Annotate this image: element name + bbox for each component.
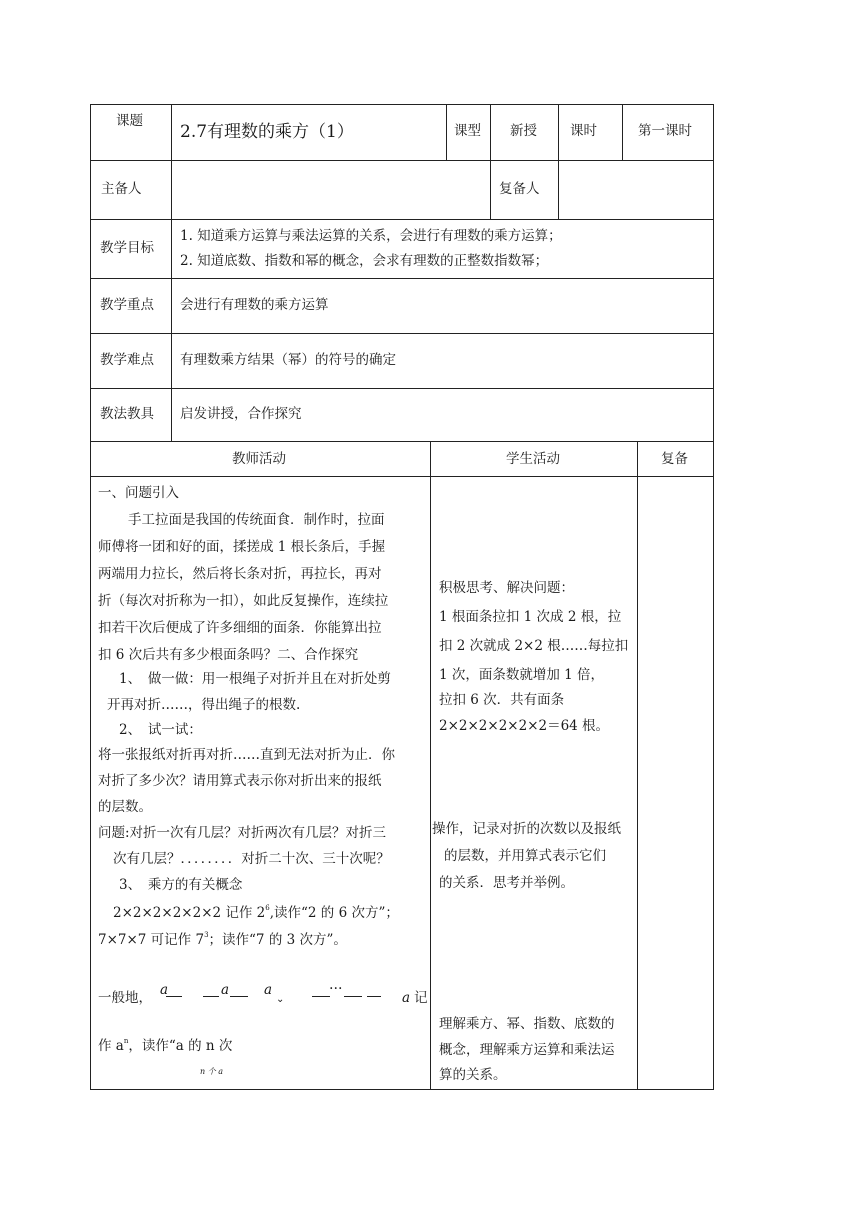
student-line: 拉扣 6 次．共有面条 — [439, 692, 565, 708]
goal-item: 2. 知道底数、指数和幂的概念，会求有理数的正整数指数幂； — [180, 253, 549, 269]
table-border — [430, 441, 431, 1090]
table-border — [558, 104, 559, 219]
goals-label: 教学目标 — [100, 240, 154, 256]
underbrace — [344, 990, 362, 997]
paragraph-line: 将一张报纸对折再对折……直到无法对折为止．你 — [98, 747, 395, 763]
section-heading: 一、问题引入 — [98, 485, 179, 501]
table-border — [490, 160, 491, 219]
method-label: 教法教具 — [100, 406, 154, 422]
table-border — [90, 219, 714, 220]
base-symbol: a — [264, 982, 273, 998]
student-line: 理解乘方、幂、指数、底数的 — [439, 1016, 615, 1032]
definition-line: 作 $a^n$，读作“a 的 n 次 — [98, 1037, 233, 1054]
paragraph-line: 问题:对折一次有几层？对折两次有几层？对折三 — [98, 825, 387, 841]
table-border — [90, 160, 714, 161]
paragraph-line: 对折了多少次？请用算式表示你对折出来的报纸 — [98, 773, 382, 789]
review-cell — [638, 477, 713, 1089]
table-border — [90, 1089, 714, 1090]
review-header: 复备 — [661, 451, 688, 467]
difficulty-label: 教学难点 — [100, 352, 154, 368]
underbrace — [203, 990, 219, 997]
student-line: 操作，记录对折的次数以及报纸 — [432, 821, 621, 837]
student-line: 1 次，面条数就增加 1 倍， — [439, 667, 605, 683]
paragraph-line: 手工拉面是我国的传统面食．制作时，拉面 — [128, 512, 385, 528]
underbrace — [312, 990, 330, 997]
paragraph-line: 次有几层？．．．．．．．．对折二十次、三十次呢？ — [113, 851, 390, 867]
period-value: 第一课时 — [638, 123, 692, 139]
table-border — [446, 104, 447, 160]
table-border — [90, 476, 714, 477]
ellipsis-symbol: … — [329, 977, 343, 993]
paragraph-line: 2、 试一试： — [119, 722, 202, 738]
power-example-line: 2×2×2×2×2×2 记作 $2^6$,读作“2 的 6 次方”； — [113, 904, 399, 921]
paragraph-line: 的层数。 — [98, 799, 152, 815]
paragraph-line: 3、 乘方的有关概念 — [119, 877, 243, 893]
paragraph-line: 师傅将一团和好的面，揉搓成 1 根长条后，手握 — [98, 539, 386, 555]
base-symbol: a — [402, 990, 411, 1006]
student-line: 2×2×2×2×2×2＝64 根。 — [439, 718, 610, 734]
paragraph-line: 两端用力拉长，然后将长条对折，再拉长，再对 — [98, 566, 382, 582]
method-value: 启发讲授，合作探究 — [180, 406, 302, 422]
co-preparer-label: 复备人 — [499, 181, 540, 197]
student-activity-header: 学生活动 — [506, 451, 560, 467]
definition-line: 一般地， — [98, 990, 152, 1006]
period-label: 课时 — [570, 123, 597, 139]
key-point-value: 会进行有理数的乘方运算 — [180, 297, 329, 313]
table-border — [90, 388, 714, 389]
power-example-line: 7×7×7 可记作 $7^3$；读作“7 的 3 次方”。 — [98, 931, 347, 948]
table-border — [90, 104, 91, 1090]
student-line: 1 根面条拉扣 1 次成 2 根，拉 — [439, 609, 622, 625]
table-border — [90, 333, 714, 334]
definition-line: 记 — [414, 990, 428, 1006]
preparer-label: 主备人 — [101, 181, 142, 197]
goal-item: 1. 知道乘方运算与乘法运算的关系，会进行有理数的乘方运算； — [180, 228, 562, 244]
table-border — [90, 104, 714, 105]
table-border — [622, 104, 623, 160]
paragraph-line: 1、 做一做：用一根绳子对折并且在对折处剪 — [119, 671, 391, 687]
student-line: 的关系．思考并举例。 — [439, 875, 574, 891]
teacher-activity-header: 教师活动 — [232, 451, 286, 467]
student-line: 概念，理解乘方运算和乘法运 — [439, 1042, 615, 1058]
lesson-title: 2.7有理数的乘方（1） — [180, 122, 354, 142]
underbrace-tip: ⌄ — [276, 994, 285, 1005]
student-line: 积极思考、解决问题： — [439, 580, 574, 596]
base-symbol: a — [160, 982, 169, 998]
subject-label: 课题 — [116, 113, 143, 129]
paragraph-line: 扣 6 次后共有多少根面条吗？二、合作探究 — [98, 647, 359, 663]
table-border — [90, 441, 714, 442]
student-line: 扣 2 次就成 2×2 根……每拉扣 — [439, 638, 629, 654]
underbrace — [230, 990, 248, 997]
student-line: 算的关系。 — [439, 1067, 507, 1083]
paragraph-line: 开再对折……，得出绳子的根数. — [107, 697, 301, 713]
table-border — [713, 104, 714, 1090]
lesson-type-value: 新授 — [510, 123, 537, 139]
key-point-label: 教学重点 — [100, 297, 154, 313]
paragraph-line: 折（每次对折称为一扣），如此反复操作，连续拉 — [98, 593, 389, 609]
student-line: 的层数，并用算式表示它们 — [444, 848, 606, 864]
underbrace — [166, 990, 182, 997]
underbrace — [367, 990, 381, 997]
base-symbol: a — [221, 982, 230, 998]
table-border — [90, 278, 714, 279]
difficulty-value: 有理数乘方结果（幂）的符号的确定 — [180, 352, 396, 368]
table-border — [171, 104, 172, 441]
paragraph-line: 扣若干次后便成了许多细细的面条．你能算出拉 — [98, 620, 382, 636]
lesson-type-label: 课型 — [454, 123, 481, 139]
table-border — [490, 104, 491, 160]
brace-count-label: n 个 a — [200, 1067, 224, 1076]
